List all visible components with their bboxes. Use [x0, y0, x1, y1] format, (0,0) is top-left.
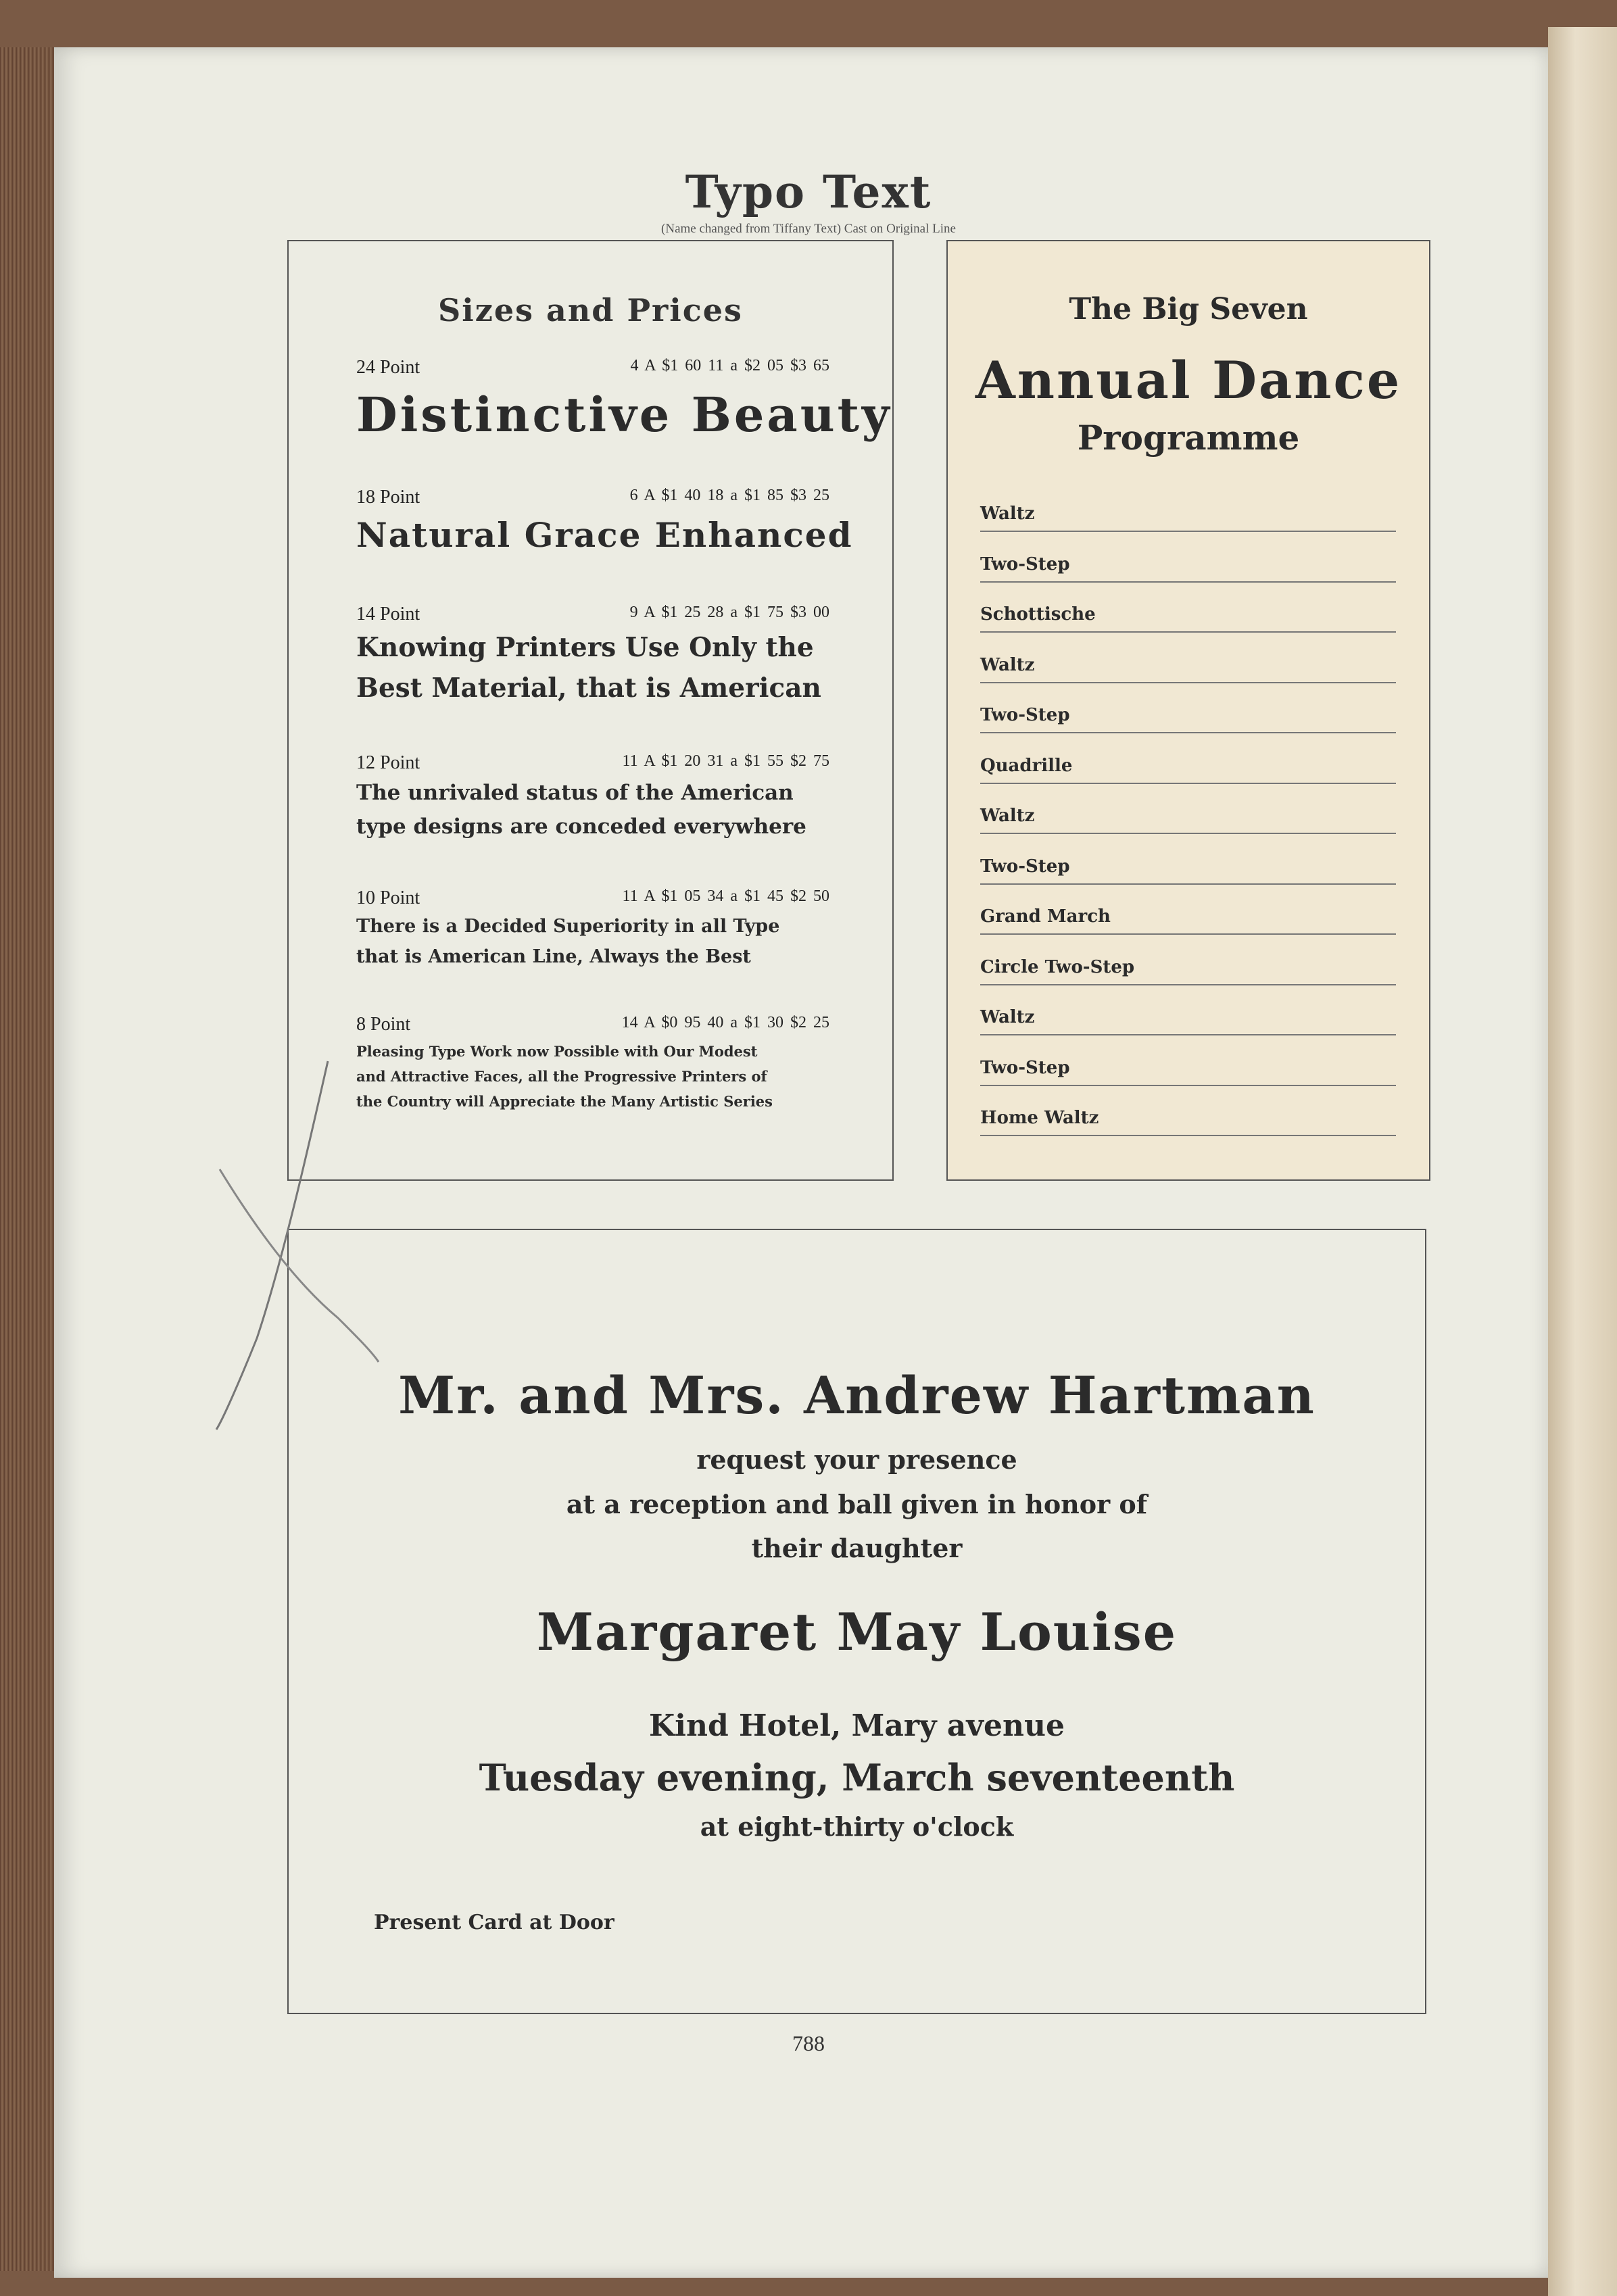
- programme-org: The Big Seven: [1069, 292, 1308, 326]
- invitation-time: at eight-thirty o'clock: [700, 1811, 1014, 1842]
- specimen-line: Distinctive Beauty: [356, 387, 892, 443]
- size-row-8: [356, 1014, 829, 1035]
- size-label: 8 Point: [356, 1014, 411, 1035]
- dance-item: Two-Step: [980, 705, 1396, 733]
- size-label: 14 Point: [356, 604, 420, 625]
- dance-item: Waltz: [980, 806, 1396, 834]
- programme-event: Annual Dance: [975, 350, 1402, 410]
- invitation-line: at a reception and ball given in honor of: [566, 1489, 1148, 1519]
- size-row-18: [356, 487, 829, 508]
- size-row-24: [356, 357, 829, 378]
- specimen-line: the Country will Appreciate the Many Artistic Series: [356, 1093, 773, 1110]
- size-prices: 6 A $1 40 18 a $1 85 $3 25: [629, 487, 829, 504]
- specimen-line: type designs are conceded everywhere: [356, 814, 806, 839]
- specimen-line: Pleasing Type Work now Possible with Our Modest: [356, 1043, 758, 1060]
- dance-item: Home Waltz: [980, 1108, 1396, 1136]
- size-row-12: [356, 752, 829, 774]
- specimen-line: Best Material, that is American: [356, 673, 821, 704]
- dance-item: Circle Two-Step: [980, 957, 1396, 985]
- dance-item: Grand March: [980, 906, 1396, 935]
- dance-item: Schottische: [980, 604, 1396, 633]
- dance-item: Waltz: [980, 655, 1396, 683]
- invitation-line: their daughter: [751, 1533, 963, 1563]
- facing-page-edge: [1548, 27, 1617, 2296]
- size-row-14: [356, 604, 829, 625]
- specimen-line: Natural Grace Enhanced: [356, 515, 853, 555]
- dance-item: Two-Step: [980, 1058, 1396, 1086]
- pencil-cross-mark: [203, 1054, 406, 1433]
- page-title: Typo Text: [685, 166, 932, 218]
- book-edge: [0, 47, 61, 2271]
- programme-subtitle: Programme: [1077, 418, 1300, 458]
- size-label: 24 Point: [356, 357, 420, 378]
- invitation-honoree: Margaret May Louise: [536, 1602, 1178, 1662]
- dance-item: Waltz: [980, 504, 1396, 532]
- size-label: 10 Point: [356, 887, 420, 908]
- page-subtitle-note: (Name changed from Tiffany Text) Cast on Original Line: [661, 222, 956, 236]
- page-number: 788: [792, 2031, 825, 2055]
- specimen-box: [287, 240, 894, 1181]
- size-label: 18 Point: [356, 487, 420, 508]
- specimen-line: and Attractive Faces, all the Progressive Printers of: [356, 1068, 767, 1085]
- size-prices: 9 A $1 25 28 a $1 75 $3 00: [629, 604, 829, 621]
- specimen-line: There is a Decided Superiority in all Type: [356, 916, 780, 937]
- invitation-line: request your presence: [696, 1444, 1017, 1475]
- size-prices: 14 A $0 95 40 a $1 30 $2 25: [621, 1014, 829, 1031]
- specimen-line: The unrivaled status of the American: [356, 781, 794, 805]
- invitation-date: Tuesday evening, March seventeenth: [479, 1756, 1235, 1799]
- specimen-title: Sizes and Prices: [438, 292, 743, 328]
- invitation-venue: Kind Hotel, Mary avenue: [649, 1709, 1065, 1743]
- dance-item: Waltz: [980, 1007, 1396, 1035]
- size-row-10: [356, 887, 829, 909]
- invitation-hosts: Mr. and Mrs. Andrew Hartman: [398, 1365, 1316, 1425]
- dance-item: Two-Step: [980, 856, 1396, 885]
- invitation-note: Present Card at Door: [374, 1911, 614, 1934]
- size-prices: 11 A $1 05 34 a $1 45 $2 50: [622, 887, 829, 905]
- specimen-line: Knowing Printers Use Only the: [356, 632, 814, 663]
- dance-item: Quadrille: [980, 756, 1396, 784]
- size-prices: 11 A $1 20 31 a $1 55 $2 75: [622, 752, 829, 770]
- size-prices: 4 A $1 60 11 a $2 05 $3 65: [630, 357, 829, 374]
- specimen-line: that is American Line, Always the Best: [356, 946, 751, 967]
- size-label: 12 Point: [356, 752, 420, 773]
- dance-item: Two-Step: [980, 554, 1396, 583]
